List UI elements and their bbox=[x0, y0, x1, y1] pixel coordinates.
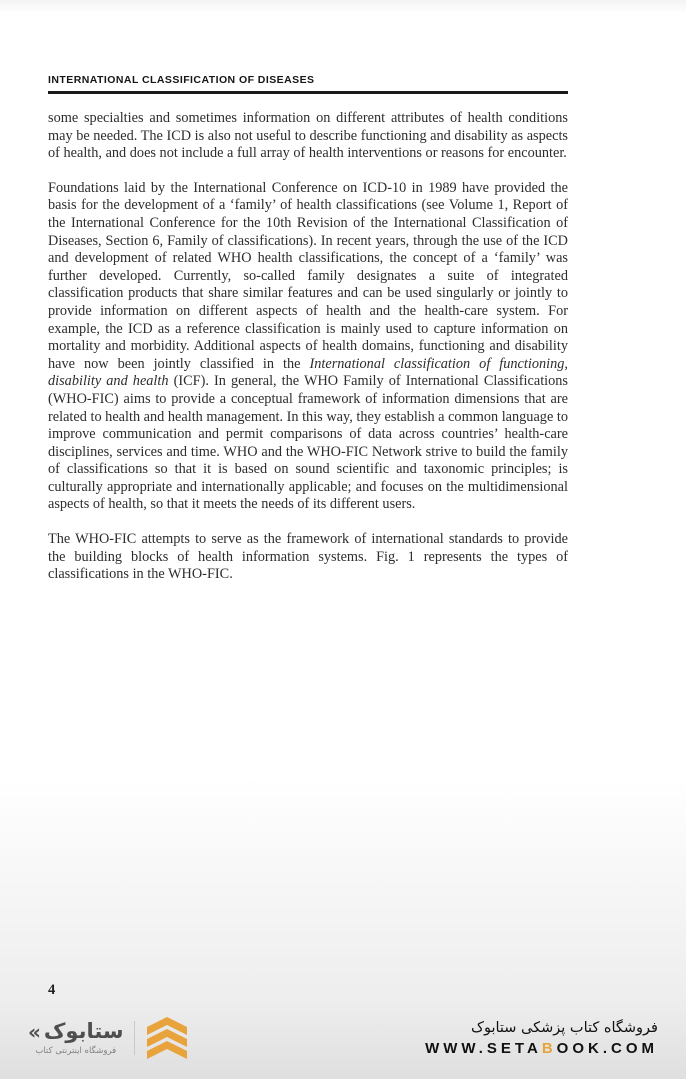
body-text bbox=[48, 110, 568, 584]
publisher-footer bbox=[0, 997, 686, 1079]
book-stack-chevron-icon bbox=[145, 1016, 189, 1060]
page-content bbox=[48, 74, 568, 601]
paragraph-3: The WHO-FIC attempts to serve as the framework of international standards to provide the building blocks of health information systems. Fig. 1 represents the types of classifications in the WHO-FIC. bbox=[48, 531, 568, 583]
header-rule bbox=[48, 91, 568, 94]
logo-divider bbox=[134, 1021, 136, 1055]
logo-wordmark: ستابوک bbox=[43, 1019, 124, 1044]
website-prefix: WWW.SETA bbox=[425, 1039, 542, 1057]
paragraph-2-text: Foundations laid by the International Conference on ICD-10 in 1989 have provided the basis for the development of a ‘family’ of health classifications (see Volume 1, Report of the International Conference for the 10th Revision of the International Classification of Diseases, Section 6, Family of classifications). In recent years, through the use of the ICD and development of related WHO health classifications, the concept of a ‘family’ was further developed. Currently, so-called family designates a suite of integrated classification products that share similar features and can be used singularly or jointly to provide information on different aspects of health and the health-care system. For example, the ICD as a reference classification is mainly used to capture information on mortality and morbidity. Additional aspects of health domains, functioning and disability have now been jointly classified in the bbox=[48, 179, 568, 372]
chapter-title: INTERNATIONAL CLASSIFICATION OF DISEASES bbox=[48, 74, 315, 86]
paragraph-2-italic-title: International classification of functioning, disability and health bbox=[48, 355, 568, 390]
paragraph-2 bbox=[48, 180, 568, 514]
logo-subtitle: فروشگاه اینترنتی کتاب bbox=[35, 1045, 117, 1056]
website-highlight-letter: B bbox=[541, 1039, 557, 1057]
running-header bbox=[48, 74, 568, 94]
setabook-logo bbox=[28, 1016, 189, 1060]
paragraph-1: some specialties and sometimes information on different attributes of health conditions may be needed. The ICD is also not useful to describe functioning and disability as aspects of health, and does not include a full array of health interventions or reasons for encounter. bbox=[48, 110, 568, 162]
logo-word-block bbox=[28, 1020, 124, 1055]
footer-right bbox=[425, 1020, 658, 1057]
store-name: فروشگاه کتاب پزشکی ستابوک bbox=[470, 1019, 658, 1036]
logo-guillemet-mark: « bbox=[28, 1020, 41, 1044]
paragraph-2-text-continued: (ICF). In general, the WHO Family of International Classifications (WHO-FIC) aims to provide a conceptual framework of information dimensions that are related to health and health management. In this way, they establish a common language to improve communication and permit comparisons of data across countries’ health-care disciplines, services and time. WHO and the WHO-FIC Network strive to build the family of classifications so that it is based on sound scientific and taxonomic principles; is culturally appropriate and internationally applicable; and focuses on the multidimensional aspects of health, so that it meets the needs of its different users. bbox=[48, 373, 568, 513]
website-suffix: OOK.COM bbox=[556, 1039, 658, 1057]
website-url bbox=[425, 1040, 658, 1057]
logo-wordmark-row bbox=[28, 1020, 124, 1043]
page-number: 4 bbox=[48, 982, 56, 998]
